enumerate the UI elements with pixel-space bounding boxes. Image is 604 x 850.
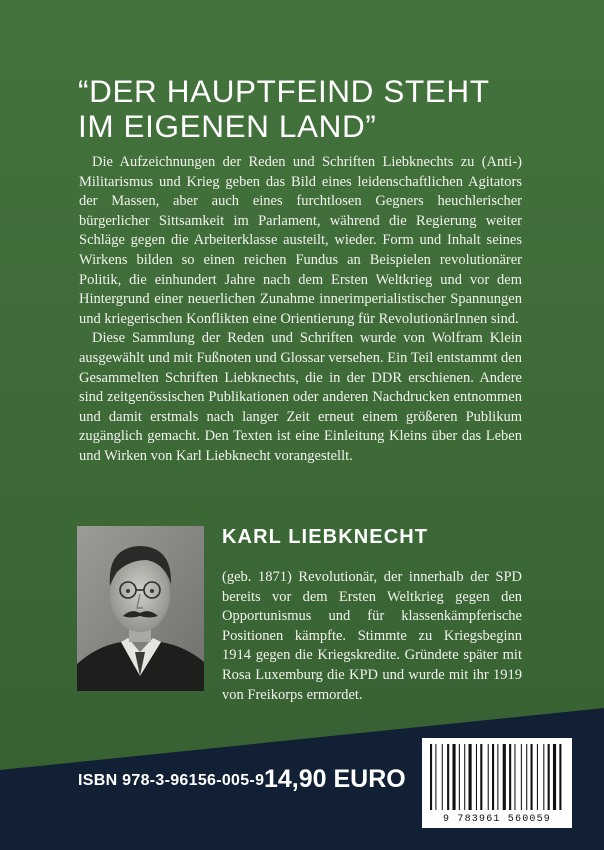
isbn-number: ISBN 978-3-96156-005-9 [78,772,265,789]
barcode-bar [459,744,460,810]
barcode-bar [559,744,561,810]
barcode-bar [509,744,511,810]
barcode-bar [430,744,432,810]
barcode-bar [452,744,455,810]
barcode-bar [492,744,494,810]
barcode-bar [488,744,489,810]
barcode-bar [531,744,533,810]
blurb-paragraph: Die Aufzeichnungen der Reden und Schriften Liebknechts zu (Anti-) Militarismus und Krieg geben das Bild eines leidenschaftlichen Agitators der Massen, aber auch eines furchtlosen Gegners heuchlerischer bürgerlicher Sittsamkeit im Parlament, während die Regierung weiter Schläge gegen die Arbeiterklasse austeilt, wieder. Form und Inhalt seines Wirkens bilden so einen reichen Fundus an Beispielen revolutionärer Politik, die einhundert Jahre nach dem Ersten Weltkrieg und vor dem Hintergrund einer neuerlichen Zunahme innerimperialistischer Spannungen und kriegerischen Konflikten eine Orientierung für RevolutionärInnen sind. [79,154,522,327]
author-bio: (geb. 1871) Revolutionär, der innerhalb der SPD bereits vor dem Ersten Weltkrieg gegen den Opportunismus und für klassenkämpferische Positionen kämpfte. Stimmte zu Kriegsbeginn 1914 gegen die Kriegskredite. Gründete später mit Rosa Luxemburg die KPD und wurde mit ihr 1919 von Freikorps ermordet. [222,569,522,703]
barcode-bar [553,744,556,810]
barcode-bar [514,744,515,810]
author-name: KARL LIEBKNECHT [222,526,429,548]
barcode-bar [447,744,449,810]
author-portrait [77,526,204,691]
barcode-bar [480,744,482,810]
blurb-text [79,153,522,467]
barcode-bar [521,744,522,810]
barcode-bar [464,744,465,810]
cover-headline: “DER HAUPTFEIND STEHT IM EIGENEN LAND” [78,73,490,144]
barcode-bar [543,744,544,810]
barcode [422,738,572,828]
barcode-digits: 9 783961 560059 [442,814,551,825]
barcode-bar [526,744,527,810]
barcode-bar [442,744,443,810]
barcode-bar [548,744,550,810]
barcode-bar [469,744,472,810]
price-label: 14,90 EURO [264,765,406,793]
barcode-bar [497,744,498,810]
barcode-bar [435,744,436,810]
portrait-image [77,526,204,691]
blurb-paragraph: Diese Sammlung der Reden und Schriften wurde von Wolfram Klein ausgewählt und mit Fußnoten und Glossar versehen. Ein Teil entstammt den Gesammelten Schriften Liebknechts, die in der DDR erschienen. Andere sind zeitgenössischen Publikationen oder anderen Nachdrucken entnommen und damit erstmals nach langer Zeit erneut einem größeren Publikum zugänglich gemacht. Den Texten ist eine Einleitung Kleins über das Leben und Wirken von Karl Liebknecht vorangestellt. [79,330,522,464]
barcode-bar [476,744,477,810]
barcode-bar [503,744,506,810]
barcode-bar [537,744,538,810]
